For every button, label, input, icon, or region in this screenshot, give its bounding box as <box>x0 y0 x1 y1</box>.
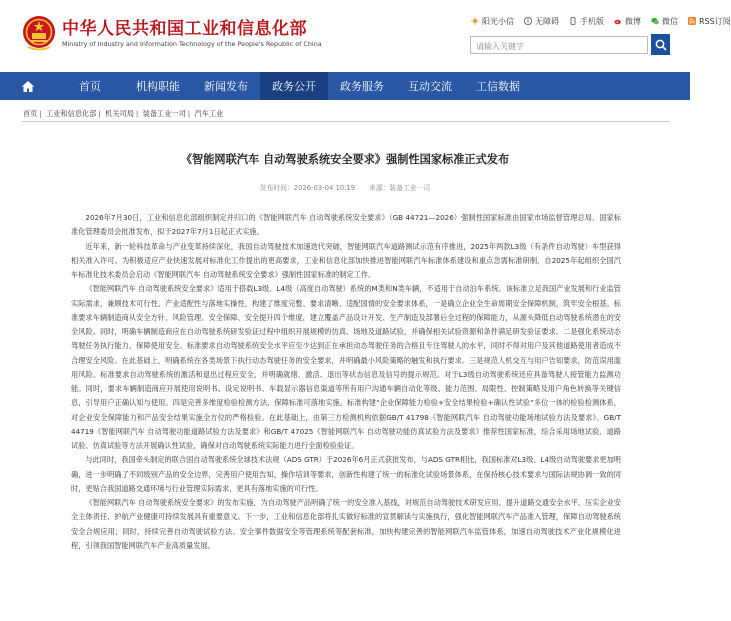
article-paragraph: 近年来，新一轮科技革命与产业变革持续深化，我国自动驾驶技术加速迭代突破，智能网联汽车道路测试示范有序推进，2025年两款L3级（有条件自动驾驶）车型获得相关准入许可。为积极适应产业快速发展对标准化工作提出的更高要求，工业和信息化部加快推进智能网联汽车标准体系建设和重点急需标准研制，自2025年起组织全国汽车标准化技术委员会启动《智能网联汽车 自动驾驶系统安全要求》强制性国家标准的制定工作。 <box>71 241 621 279</box>
breadcrumb-separator: | <box>98 109 101 118</box>
breadcrumb-item[interactable]: 机关司局 <box>105 109 134 118</box>
weibo-icon <box>614 17 622 25</box>
org-name-en: Ministry of Industry and Information Technology of the People's Republic of China <box>62 40 322 48</box>
article-body <box>71 211 621 553</box>
top-link-label: 阳光小信 <box>482 16 514 26</box>
top-link-accessibility[interactable] <box>524 14 559 28</box>
article-meta <box>0 182 690 192</box>
nav-item-interaction[interactable]: 互动交流 <box>408 80 452 93</box>
nav-item-org[interactable]: 机构职能 <box>136 80 180 93</box>
nav-home-icon-button[interactable] <box>0 72 56 100</box>
top-link-label: 微信 <box>662 16 678 26</box>
wechat-icon <box>651 17 659 25</box>
home-icon <box>21 80 35 93</box>
nav-item-public-affairs[interactable]: 政务公开 <box>260 72 328 100</box>
article-paragraph: 《智能网联汽车 自动驾驶系统安全要求》适用于搭载L3级、L4级（高度自动驾驶）系统的M类和N类车辆，不适用于自动泊车系统。该标准立足我国产业发展和行业监管实际需求，兼顾技术可行性、产业适配性与落地实操性，构建了维度完整、要求清晰、适配国情的安全要求体系，一是确立企业全生命周期安全保障机制，筑牢安全根基。标准要求车辆制造商从安全方针、风险管理、安全保障、安全提升四个维度，建立覆盖产品设计开发、生产制造及部署后全过程的保障能力，从源头降低自动驾驶系统潜在的安全风险。同时，明确车辆制造商应在自动驾驶系统研发验证过程中组织开展规模的仿真、场地及道路试验，并确保相关试验资源和条件满足研发验证要求。二是强化系统动态驾驶任务执行能力，保障使用安全。标准要求自动驾驶系统安全水平应至少达到正在承担动态驾驶任务的合格且专注驾驶人的水平，同时不得对用户及其他道路使用者造成不合理安全风险。在此基础上，明确系统在各类场景下执行动态驾驶任务的安全要求，并明确最小风险策略的触发和执行要求。三是规范人机交互与用户告知要求，防范误用滥用风险。标准要求自动驾驶系统的激活和退出过程应安全，并明确就绪、激活、退出等状态信息及信号的提示规范。对于L3级自动驾驶系统还应具备驾驶人接管能力监测功能。同时，要求车辆制造商应开展使用说明书、设定说明书、车载显示器信息渠道等所有用户沟通车辆自动化等级、能力范围、局限性、控制策略及用户角色转换等关键信息，引导用户正确认知与使用。四是完善多维度检验检测方法，保障标准可落地实施。标准构建“企业保障能力检验+安全结果检验+确认性试验”多位一体的检验检测体系，对企业安全保障能力和产品安全结果实施全方位的严格检验。在此基础上，由第三方检测机构依据GB/T 41798《智能网联汽车 自动驾驶功能场地试验方法及要求》、GB/T 44719《智能网联汽车 自动驾驶功能道路试验方法及要求》和GB/T 47025《智能网联汽车 自动驾驶功能仿真试验方法及要求》推荐性国家标准，综合采用场地试验、道路试验、仿真试验等方法开展确认性试验，确保对自动驾驶系统实际能力进行全面检验验证。 <box>71 284 621 450</box>
national-emblem-icon[interactable] <box>22 14 56 52</box>
rss-icon <box>688 17 696 25</box>
breadcrumb-item[interactable]: 首页 <box>23 109 38 118</box>
breadcrumb-separator: | <box>39 109 42 118</box>
search-icon <box>655 39 667 51</box>
top-link-mobile[interactable] <box>569 14 604 28</box>
top-link-label: 无障碍 <box>535 16 559 26</box>
top-link-sunshine[interactable] <box>471 14 514 28</box>
nav-item-data[interactable]: 工信数据 <box>476 80 520 93</box>
nav-item-news[interactable]: 新闻发布 <box>204 80 248 93</box>
top-link-label: RSS订阅 <box>699 16 731 26</box>
breadcrumb-separator: | <box>187 109 191 118</box>
breadcrumb-item[interactable]: 工业和信息化部 <box>46 109 97 118</box>
site-header <box>0 0 731 68</box>
top-link-weibo[interactable] <box>614 14 641 28</box>
org-name-cn[interactable]: 中华人民共和国工业和信息化部 <box>62 19 307 39</box>
search-button[interactable] <box>651 34 670 55</box>
sun-icon <box>471 17 479 25</box>
top-link-label: 微博 <box>625 16 641 26</box>
nav-item-home[interactable]: 首页 <box>79 80 101 93</box>
main-nav <box>0 72 690 100</box>
article-source: 来源：装备工业一司 <box>369 184 431 192</box>
accessibility-icon <box>524 17 532 25</box>
top-links <box>471 14 731 28</box>
breadcrumb-item[interactable]: 汽车工业 <box>194 109 224 118</box>
top-link-rss[interactable] <box>688 14 731 28</box>
breadcrumb-separator: | <box>135 109 139 118</box>
top-link-label: 手机版 <box>580 16 604 26</box>
publish-time: 发布时间：2026-03-04 10:19 <box>259 184 356 192</box>
top-link-wechat[interactable] <box>651 14 678 28</box>
article-paragraph: 2026年7月30日，工业和信息化部组织制定并归口的《智能网联汽车 自动驾驶系统安全要求》（GB 44721—2026）强制性国家标准由国家市场监督管理总局、国家标准化管理委员会批准发布，拟于2027年7月1日起正式实施。 <box>71 213 621 237</box>
breadcrumb <box>23 109 223 119</box>
nav-item-services[interactable]: 政务服务 <box>340 80 384 93</box>
breadcrumb-divider <box>22 121 670 122</box>
mobile-icon <box>569 17 577 25</box>
search-input[interactable]: 请输入关键字 <box>470 36 648 54</box>
article-paragraph: 与此同时，我国牵头制定的联合国自动驾驶系统全球技术法规（ADS GTR）于2026年6月正式获批发布，与ADS GTR相比，我国标准对L3级、L4级自动驾驶要求更加明确，进一步明确了不同级别产品的安全边界，完善用户使用告知、操作培训等要求，创新性构建了统一的标准化试验场景体系，在保持核心技术要求与国际法规协调一致的同时，更贴合我国道路交通环境与行业管理实际需求，更具有落地实施的可行性。 <box>71 455 621 493</box>
article-paragraph: 《智能网联汽车 自动驾驶系统安全要求》的发布实施，为自动驾驶产品明确了统一的安全准入基线，对规范自动驾驶技术研发应用、提升道路交通安全水平、压实企业安全主体责任、护航产业健康可持续发展具有重要意义。下一步，工业和信息化部将扎实做好标准的宣贯解读与实施执行，强化智能网联汽车产品准入管理，保障自动驾驶系统安全合规应用；同时，持续完善自动驾驶试验方法、安全事件数据安全等管理系统等配套标准，加快构建完善的智能网联汽车监管体系，加速自动驾驶技术产业化规模化进程，引领我国智能网联汽车产业高质量发展。 <box>71 498 621 550</box>
breadcrumb-item[interactable]: 装备工业一司 <box>142 109 186 118</box>
article-title: 《智能网联汽车 自动驾驶系统安全要求》强制性国家标准正式发布 <box>180 153 510 166</box>
